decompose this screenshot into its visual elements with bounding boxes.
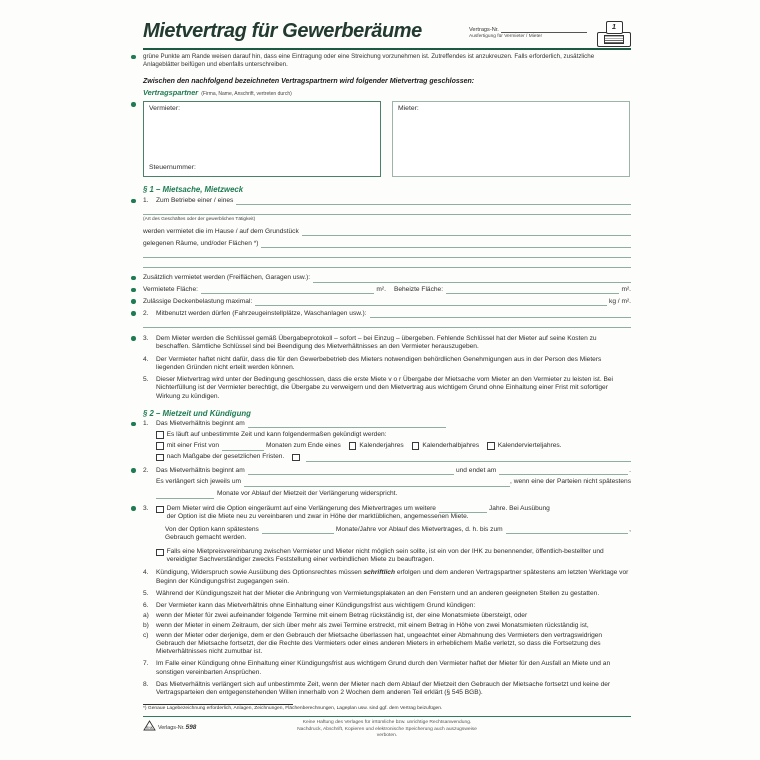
green-dot-icon <box>131 468 136 473</box>
mieter-box[interactable] <box>392 101 630 177</box>
zusatz-label: Zusätzlich vermietet werden (Freiflächen, Garagen usw.): <box>143 274 311 282</box>
s2-item7 <box>143 660 631 677</box>
publisher-block <box>143 720 293 731</box>
partner-label: Vertragspartner <box>143 87 199 97</box>
item-number: 3. <box>143 504 149 512</box>
verlaengert-post-label: , wenn eine der Parteien nicht spätestens <box>510 478 631 486</box>
vermieter-box[interactable] <box>143 101 381 177</box>
option-von-mid-label: Monate/Jahre vor Ablauf des Mietvertrages, d. h. bis zum <box>335 526 503 534</box>
s2-item8 <box>143 681 631 698</box>
vermieter-label: Vermieter: <box>149 104 180 112</box>
decken-row <box>143 298 631 306</box>
gesetzlich-label: nach Maßgabe der gesetzlichen Fristen. <box>166 453 285 461</box>
s1-item3-text: Dem Mieter werden die Schlüssel gemäß Übergabeprotokoll – sofort – bei Einzug – übergeben. Fehlende Schlüssel hat der Mieter auf seine Kosten zu beschaffen. Sämtliche Schlüssel sind bei Beendigung des Mietverhältnisses an den Vermieter herauszugeben. <box>156 334 597 351</box>
option-checkbox[interactable] <box>156 506 164 514</box>
ihk-option <box>156 548 631 565</box>
contract-no-label: Vertrags-Nr. <box>469 27 499 33</box>
verlaengert-field[interactable] <box>244 479 510 487</box>
option-von-label: Von der Option kann spätestens <box>165 526 259 534</box>
haus-field[interactable] <box>302 228 631 236</box>
ende-datum-field[interactable] <box>499 467 628 475</box>
s2-item6a <box>143 612 631 620</box>
frist-option <box>156 442 631 450</box>
item-number: 1. <box>143 420 149 428</box>
contract-form-page <box>143 20 631 739</box>
item-number: 5. <box>143 376 149 384</box>
verlag-number: 598 <box>185 724 197 732</box>
haus-label: werden vermietet die im Hause / auf dem Grundstück <box>143 228 299 236</box>
widerspricht-row <box>156 490 459 498</box>
unbestimmt-label: Es läuft auf unbestimmte Zeit und kann folgendermaßen gekündigt werden: <box>166 431 387 439</box>
item-number: 6. <box>143 602 149 610</box>
contract-number-block <box>469 26 587 39</box>
section2-heading: § 2 – Mietzeit und Kündigung <box>143 409 251 419</box>
mitbenutzt-label: Mitbenutzt werden dürfen (Fahrzeugeinstellplätze, Waschanlagen usw.): <box>156 309 367 317</box>
s2-item5 <box>143 590 631 598</box>
beginnt-am-label: Das Mietverhältnis beginnt am <box>156 420 245 428</box>
beheizt-label: Beheizte Fläche: <box>393 286 444 294</box>
s2-item7-text: Im Falle einer Kündigung ohne Einhaltung einer Kündigungsfrist aus wichtigem Grund durch den Vermieter haftet der Mieter für den Ausfall an Miete und an sonstigen vereinbarten Ansprüchen. <box>156 660 611 676</box>
intro-sentence: Zwischen den nachfolgend bezeichneten Vertragspartnern wird folgender Mietvertrag geschlossen: <box>143 77 475 85</box>
ihk-text: Falls eine Mietpreisvereinbarung zwischen Vermieter und Mieter nicht möglich sein sollte, ist ein von der IHK zu benennender, öffentlich-bestellter und vereidigter Sachverständiger zwecks Feststellung einer verbindlichen Miete zu beauftragen. <box>166 547 604 563</box>
green-dot-icon <box>131 299 136 304</box>
option-von-line2: Gebrauch gemacht werden. <box>165 534 247 542</box>
section1-heading: § 1 – Mietsache, Mietzweck <box>143 184 244 194</box>
raeume-field[interactable] <box>261 240 631 248</box>
item-number: 3. <box>143 334 149 342</box>
s2-item4 <box>143 569 631 586</box>
schriftlich-emphasis: schriftlich <box>363 569 395 577</box>
art-hint: (Art des Geschäftes oder der gewerblichen Tätigkeit) <box>143 217 256 223</box>
kalenderhalbjahr-checkbox[interactable] <box>412 442 420 450</box>
item-number: 2. <box>143 309 149 317</box>
betrieb-field-line2[interactable] <box>143 205 631 215</box>
page-title: Mietvertrag für Gewerberäume <box>143 20 422 42</box>
item-number: 4. <box>143 355 149 363</box>
s1-item4 <box>143 356 631 373</box>
option-von-block <box>165 526 631 543</box>
verlaengert-label: Es verlängert sich jeweils um <box>156 478 242 486</box>
disclaimer-line2: Nachdruck, Abschrift, Kopieren und elektronische Speicherung auch auszugsweise verboten. <box>297 726 477 738</box>
s2-item6a-text: wenn der Mieter für zwei aufeinander folgende Termine mit einem Betrag rückständig ist, der eine Monatsmiete übersteigt, oder <box>156 611 528 619</box>
beginnt-am-field[interactable] <box>248 420 446 428</box>
flaeche-label: Vermietete Fläche: <box>143 286 198 294</box>
kalendervierteljahr-checkbox[interactable] <box>487 442 495 450</box>
green-dot-icon <box>131 276 136 281</box>
s2-item2-row <box>143 467 631 475</box>
betrieb-row <box>143 197 631 205</box>
s1-item3 <box>143 335 631 352</box>
frist-mid-label: Monaten zum Ende eines <box>266 442 341 450</box>
mitbenutzt-field[interactable] <box>370 310 631 318</box>
comma: , <box>629 526 631 534</box>
raeume-row <box>143 240 631 248</box>
ihk-checkbox[interactable] <box>156 549 164 557</box>
unbestimmt-checkbox[interactable] <box>156 431 164 439</box>
kalendervierteljahr-label: Kalendervierteljahres. <box>497 442 562 450</box>
m2-unit: m². <box>376 286 386 294</box>
green-dot-icon <box>131 506 136 511</box>
period: . <box>629 466 631 474</box>
s2-item6-text: Der Vermieter kann das Mietverhältnis ohne Einhaltung einer Kündigungsfrist aus wichtigem Grund kündigen: <box>156 602 476 610</box>
item-letter: c) <box>143 631 149 639</box>
frist-pre-label: mit einer Frist von <box>166 442 219 450</box>
copy-for-label: Ausfertigung für Vermieter / Mieter <box>469 34 543 39</box>
disclaimer <box>293 720 481 739</box>
option-jahre-label: Jahre. Bei Ausübung <box>488 504 550 512</box>
flaeche-field[interactable] <box>201 286 374 294</box>
footer-rule <box>143 716 631 717</box>
s2-item6 <box>143 602 631 610</box>
s2-item4-post: erfolgen und dem anderen Vertragspartner spätestens am letzten Werktage vor Beginn der Kündigungsfrist zugegangen sein. <box>156 569 629 585</box>
margin-note-text: grüne Punkte am Rande weisen darauf hin, dass eine Eintragung oder eine Streichung vorzunehmen ist. Zutreffendes ist anzukreuzen. Falls erforderlich, zusätzliche Anlageblätter beifügen und ebenfalls unterschreiben. <box>143 53 595 68</box>
contract-no-field[interactable] <box>501 26 587 33</box>
footnote: *) Genaue Lagebezeichnung erforderlich, Anlagen, Zeichnungen, Flächenberechnungen, Lageplan usw. sind ggf. dem Vertrag beizufügen. <box>143 706 443 712</box>
option-bis-field[interactable] <box>506 526 629 534</box>
decken-label: Zulässige Deckenbelastung maximal: <box>143 297 253 305</box>
zusatz-row <box>143 274 631 282</box>
sonstige-field[interactable] <box>306 454 631 462</box>
verlag-label: Verlags-Nr. <box>158 725 185 732</box>
item-number: 7. <box>143 660 149 668</box>
betrieb-label: Zum Betriebe einer / eines <box>156 197 234 205</box>
item-number: 8. <box>143 681 149 689</box>
mitbenutzt-field-line2[interactable] <box>143 318 631 328</box>
decken-field[interactable] <box>255 298 607 306</box>
partner-heading <box>143 88 631 97</box>
option-von-field[interactable] <box>262 526 334 534</box>
kalenderjahr-checkbox[interactable] <box>349 442 357 450</box>
m2-unit2: m². <box>621 286 632 294</box>
flaeche-row <box>143 286 631 294</box>
unbestimmt-option <box>156 431 631 439</box>
footer <box>143 720 631 739</box>
s2-item1-row <box>143 420 446 428</box>
s2-item5-text: Während der Kündigungszeit hat der Mieter die Anbringung von Vermietungsplakaten an den Fenstern und an anderen geeigneten Stellen zu gestatten. <box>156 589 600 597</box>
s1-item5-text: Dieser Mietvertrag wird unter der Bedingung geschlossen, dass die erste Miete v o r Übergabe der Mietsache vom Mieter an den Vermieter zu leisten ist. Bei Nichterfüllung ist der Vermieter berechtigt, die Übergabe zu verweigern und den Mietvertrag aus wichtigem Grund ohne Einhaltung einer Frist mit sofortiger Wirkung zu kündigen. <box>156 376 614 400</box>
raeume-field-line3[interactable] <box>143 258 631 268</box>
kalenderhalbjahr-label: Kalenderhalbjahres <box>422 442 480 450</box>
s1-item5 <box>143 376 631 401</box>
title-rule <box>143 48 631 50</box>
s2-item6c-text: wenn der Mieter oder derjenige, dem er den Gebrauch der Mietsache überlassen hat, ungeachtet einer Abmahnung des Vermieters den vertragswidrigen Gebrauch der Mietsache fortsetzt, der die Rechte des Vermieters oder eines anderen Mieters in erheblichem Maße verletzt, so dass die Fortsetzung des Mietverhältnisses nicht zumutbar ist. <box>156 631 603 656</box>
frist-monate-field[interactable] <box>222 443 264 451</box>
margin-note <box>143 53 631 69</box>
item-letter: a) <box>143 611 149 619</box>
zusatz-field[interactable] <box>313 275 631 283</box>
beginn-datum-field[interactable] <box>248 467 454 475</box>
party-boxes <box>143 101 631 177</box>
sonstige-checkbox[interactable] <box>292 454 300 462</box>
s2-item6b-text: wenn der Mieter in einem Zeitraum, der sich über mehr als zwei Termine erstreckt, mit einem Betrag in Höhe von zwei Monatsmieten rückständig ist, <box>156 621 589 629</box>
item-number: 4. <box>143 569 149 577</box>
endet-label: und endet am <box>455 466 497 474</box>
item-number: 2. <box>143 466 149 474</box>
s2-item3 <box>143 505 631 522</box>
mitbenutzt-row <box>143 310 631 318</box>
green-dot-icon <box>131 55 136 60</box>
green-dot-icon <box>131 336 136 341</box>
green-dot-icon <box>131 288 136 293</box>
publisher-logo-icon <box>143 720 156 731</box>
beginnt-label: Das Mietverhältnis beginnt am <box>156 466 245 474</box>
s1-item4-text: Der Vermieter haftet nicht dafür, dass die für den Gewerbebetrieb des Mieters notwendigen behördlichen Genehmigungen aus in der Person des Mieters liegenden Gründen nicht erteilt werden können. <box>156 355 602 371</box>
gesetzlich-checkbox[interactable] <box>156 454 164 462</box>
carbon-copy-icon <box>597 32 631 47</box>
steuernummer-label: Steuernummer: <box>149 164 196 172</box>
item-number: 5. <box>143 589 149 597</box>
green-dot-icon <box>131 102 136 107</box>
s2-item6b <box>143 622 631 630</box>
footnote-rule <box>143 704 293 705</box>
partner-hint: (Firma, Name, Anschrift, vertreten durch) <box>201 90 292 97</box>
mieter-label: Mieter: <box>398 104 419 112</box>
option-pre-label: Dem Mieter wird die Option eingeräumt auf eine Verlängerung des Mietvertrages um weitere <box>166 504 436 512</box>
verlaengert-row <box>156 478 631 486</box>
monate-field[interactable] <box>156 491 214 499</box>
betrieb-field[interactable] <box>236 197 631 205</box>
kalenderjahr-label: Kalenderjahres <box>359 442 404 450</box>
s2-item4-pre: Kündigung, Widerspruch sowie Ausübung des Optionsrechtes müssen <box>156 569 364 577</box>
green-dot-icon <box>131 199 136 204</box>
disclaimer-line1: Keine Haftung des Verlages für irrtümliche bzw. unrichtige Rechtsanwendung. <box>302 720 472 726</box>
publisher-logo-text: RNK <box>145 726 154 731</box>
beheizt-field[interactable] <box>446 286 619 294</box>
raeume-label: gelegenen Räume, und/oder Flächen *) <box>143 239 259 247</box>
kg-unit: kg / m². <box>609 297 631 305</box>
gesetzlich-option <box>156 453 631 461</box>
item-letter: b) <box>143 621 149 629</box>
copy-count-number: 1 <box>606 21 623 34</box>
s2-item8-text: Das Mietverhältnis verlängert sich auf unbestimmte Zeit, wenn der Mieter nach dem Ablauf der Mietzeit den Gebrauch der Mietsache fortsetzt und keine der Vertragsparteien den entgegenstehenden Willen innerhalb von 2 Wochen dem anderen Teil erklärt (§ 545 BGB). <box>156 681 611 697</box>
frist-checkbox[interactable] <box>156 442 164 450</box>
item-number: 1. <box>143 197 149 205</box>
haus-row <box>143 228 631 236</box>
widerspricht-label: Monate vor Ablauf der Mietzeit der Verlängerung widerspricht. <box>217 490 398 498</box>
option-jahre-field[interactable] <box>439 505 487 513</box>
header <box>143 20 631 47</box>
s2-item6c <box>143 632 631 657</box>
option-line2: der Option ist die Miete neu zu vereinbaren und zwar in Höhe der marktüblichen, angemessenen Miete. <box>166 512 469 520</box>
green-dot-icon <box>131 422 136 427</box>
raeume-field-line2[interactable] <box>143 248 631 258</box>
copy-count-icon <box>597 21 631 47</box>
green-dot-icon <box>131 311 136 316</box>
